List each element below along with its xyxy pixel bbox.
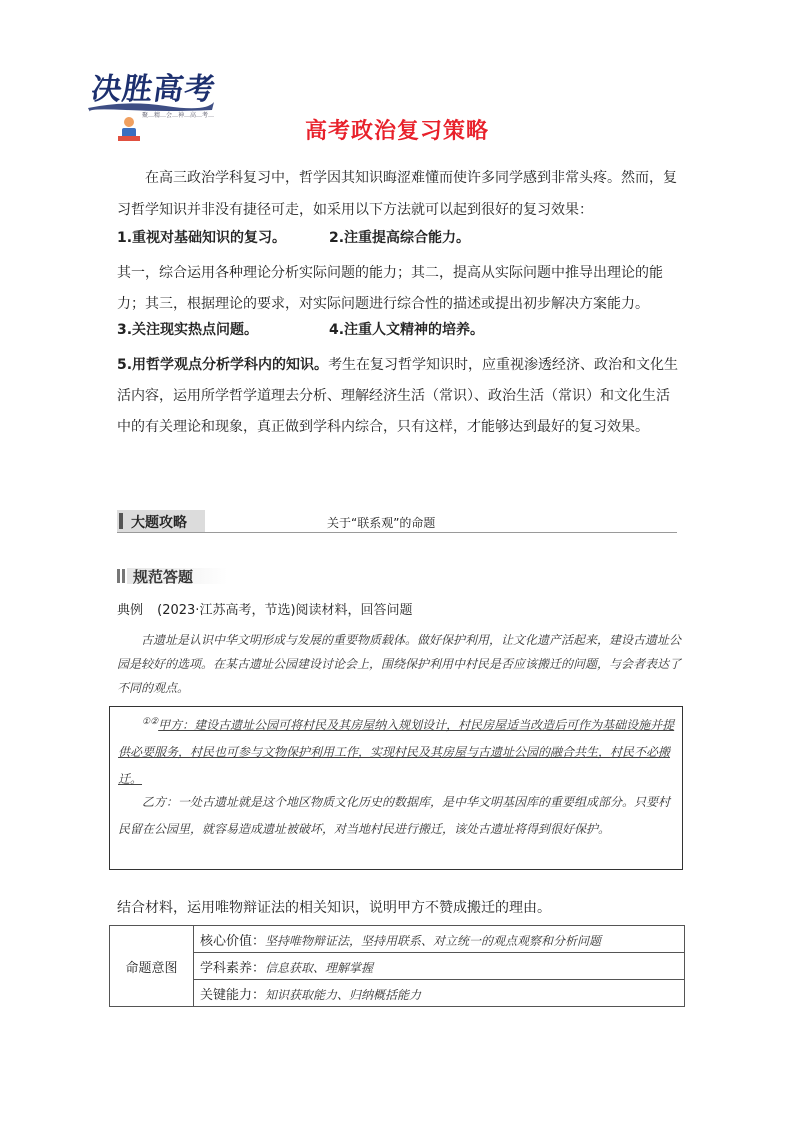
page-title: 高考政治复习策略: [304, 119, 489, 144]
intro-paragraph: 在高三政治学科复习中，哲学因其知识晦涩难懂而使许多同学感到非常头疼。然而，复习哲学知识并非没有捷径可走，如采用以下方法就可以起到很好的复习效果：: [117, 170, 677, 218]
table-row: [110, 926, 685, 953]
intent-header-cell: 命题意图: [110, 926, 194, 1007]
table-row: [110, 953, 685, 980]
point-5-text: 考生在复习哲学知识时，应重视渗透经济、政治和文化生活内容，运用所学哲学道理去分析、理解经济生活（常识）、政治生活（常识）和文化生活中的有关理论和现象，真正做到学科内综合，只有这样，才能够达到最好的复习效果。: [117, 357, 679, 435]
yi-paragraph: 乙方：一处古遗址就是这个地区物质文化历史的数据库，是中华文明基因库的重要组成部分。只要村民留在公园里，就容易造成遗址被破坏，对当地村民进行搬迁，该处古遗址将得到很好保护。: [118, 795, 671, 836]
logo-text: 决胜高考: [89, 72, 218, 107]
jia-text: 甲方：建设古遗址公园可将村民及其房屋纳入规划设计，村民房屋适当改造后可作为基础设施并提供必要服务，村民也可参与文物保护利用工作，实现村民及其房屋与古遗址公园的融合共生，村民不必搬迁。: [118, 718, 675, 786]
point-3: 3.关注现实热点问题。: [117, 322, 259, 338]
example-label: 典例: [117, 603, 144, 618]
question-text: 结合材料，运用唯物辩证法的相关知识，说明甲方不赞成搬迁的理由。: [117, 900, 551, 916]
intent-cell: [194, 953, 685, 980]
example-header: [117, 601, 683, 621]
point-4: 4.注重人文精神的培养。: [329, 322, 485, 338]
material-box: [109, 706, 683, 870]
point-1: 1.重视对基础知识的复习。: [117, 230, 287, 246]
intent-key: 学科素养：: [200, 960, 266, 976]
intent-table: [109, 925, 685, 1007]
intent-value: 知识获取能力、归纳概括能力: [265, 987, 422, 1002]
section-subtitle: 关于“联系观”的命题: [327, 516, 436, 530]
point-row-1: [117, 228, 683, 248]
subsection-title: 规范答题: [133, 568, 194, 586]
intent-cell: [194, 926, 685, 953]
double-bar-icon: [117, 569, 127, 583]
section-divider: [117, 532, 677, 533]
annotation-mark: ①②: [142, 717, 159, 727]
intent-key: 关键能力：: [200, 987, 266, 1003]
point-5: [117, 350, 683, 443]
point-row-2: [117, 320, 683, 340]
table-row: [110, 980, 685, 1007]
section-header: [117, 510, 677, 534]
jia-paragraph: [118, 709, 676, 793]
example-material: 古遗址是认识中华文明形成与发展的重要物质载体。做好保护利用，让文化遗产活起来，建设古遗址公园是较好的选项。在某古遗址公园建设讨论会上，围绕保护利用中村民是否应该搬迁的问题，与会者表达了不同的观点。: [117, 633, 682, 695]
section-tab: [117, 510, 205, 532]
section-marker-icon: [119, 513, 123, 529]
logo-subtext: 聚…精…会…神…高…考…: [142, 112, 215, 119]
section-label: 大题攻略: [131, 515, 187, 531]
example-source: (2023·江苏高考，节选)阅读材料，回答问题: [157, 603, 413, 618]
intent-value: 信息获取、理解掌握: [265, 960, 374, 975]
point-2-detail: 其一，综合运用各种理论分析实际问题的能力；其二，提高从实际问题中推导出理论的能力；其三，根据理论的要求，对实际问题进行综合性的描述或提出初步解决方案能力。: [117, 265, 663, 312]
intent-value: 坚持唯物辩证法，坚持用联系、对立统一的观点观察和分析问题: [265, 933, 602, 948]
point-2: 2.注重提高综合能力。: [329, 230, 471, 246]
point-5-title: 5.用哲学观点分析学科内的知识。: [117, 357, 329, 373]
intent-key: 核心价值：: [200, 933, 266, 949]
intent-cell: [194, 980, 685, 1007]
